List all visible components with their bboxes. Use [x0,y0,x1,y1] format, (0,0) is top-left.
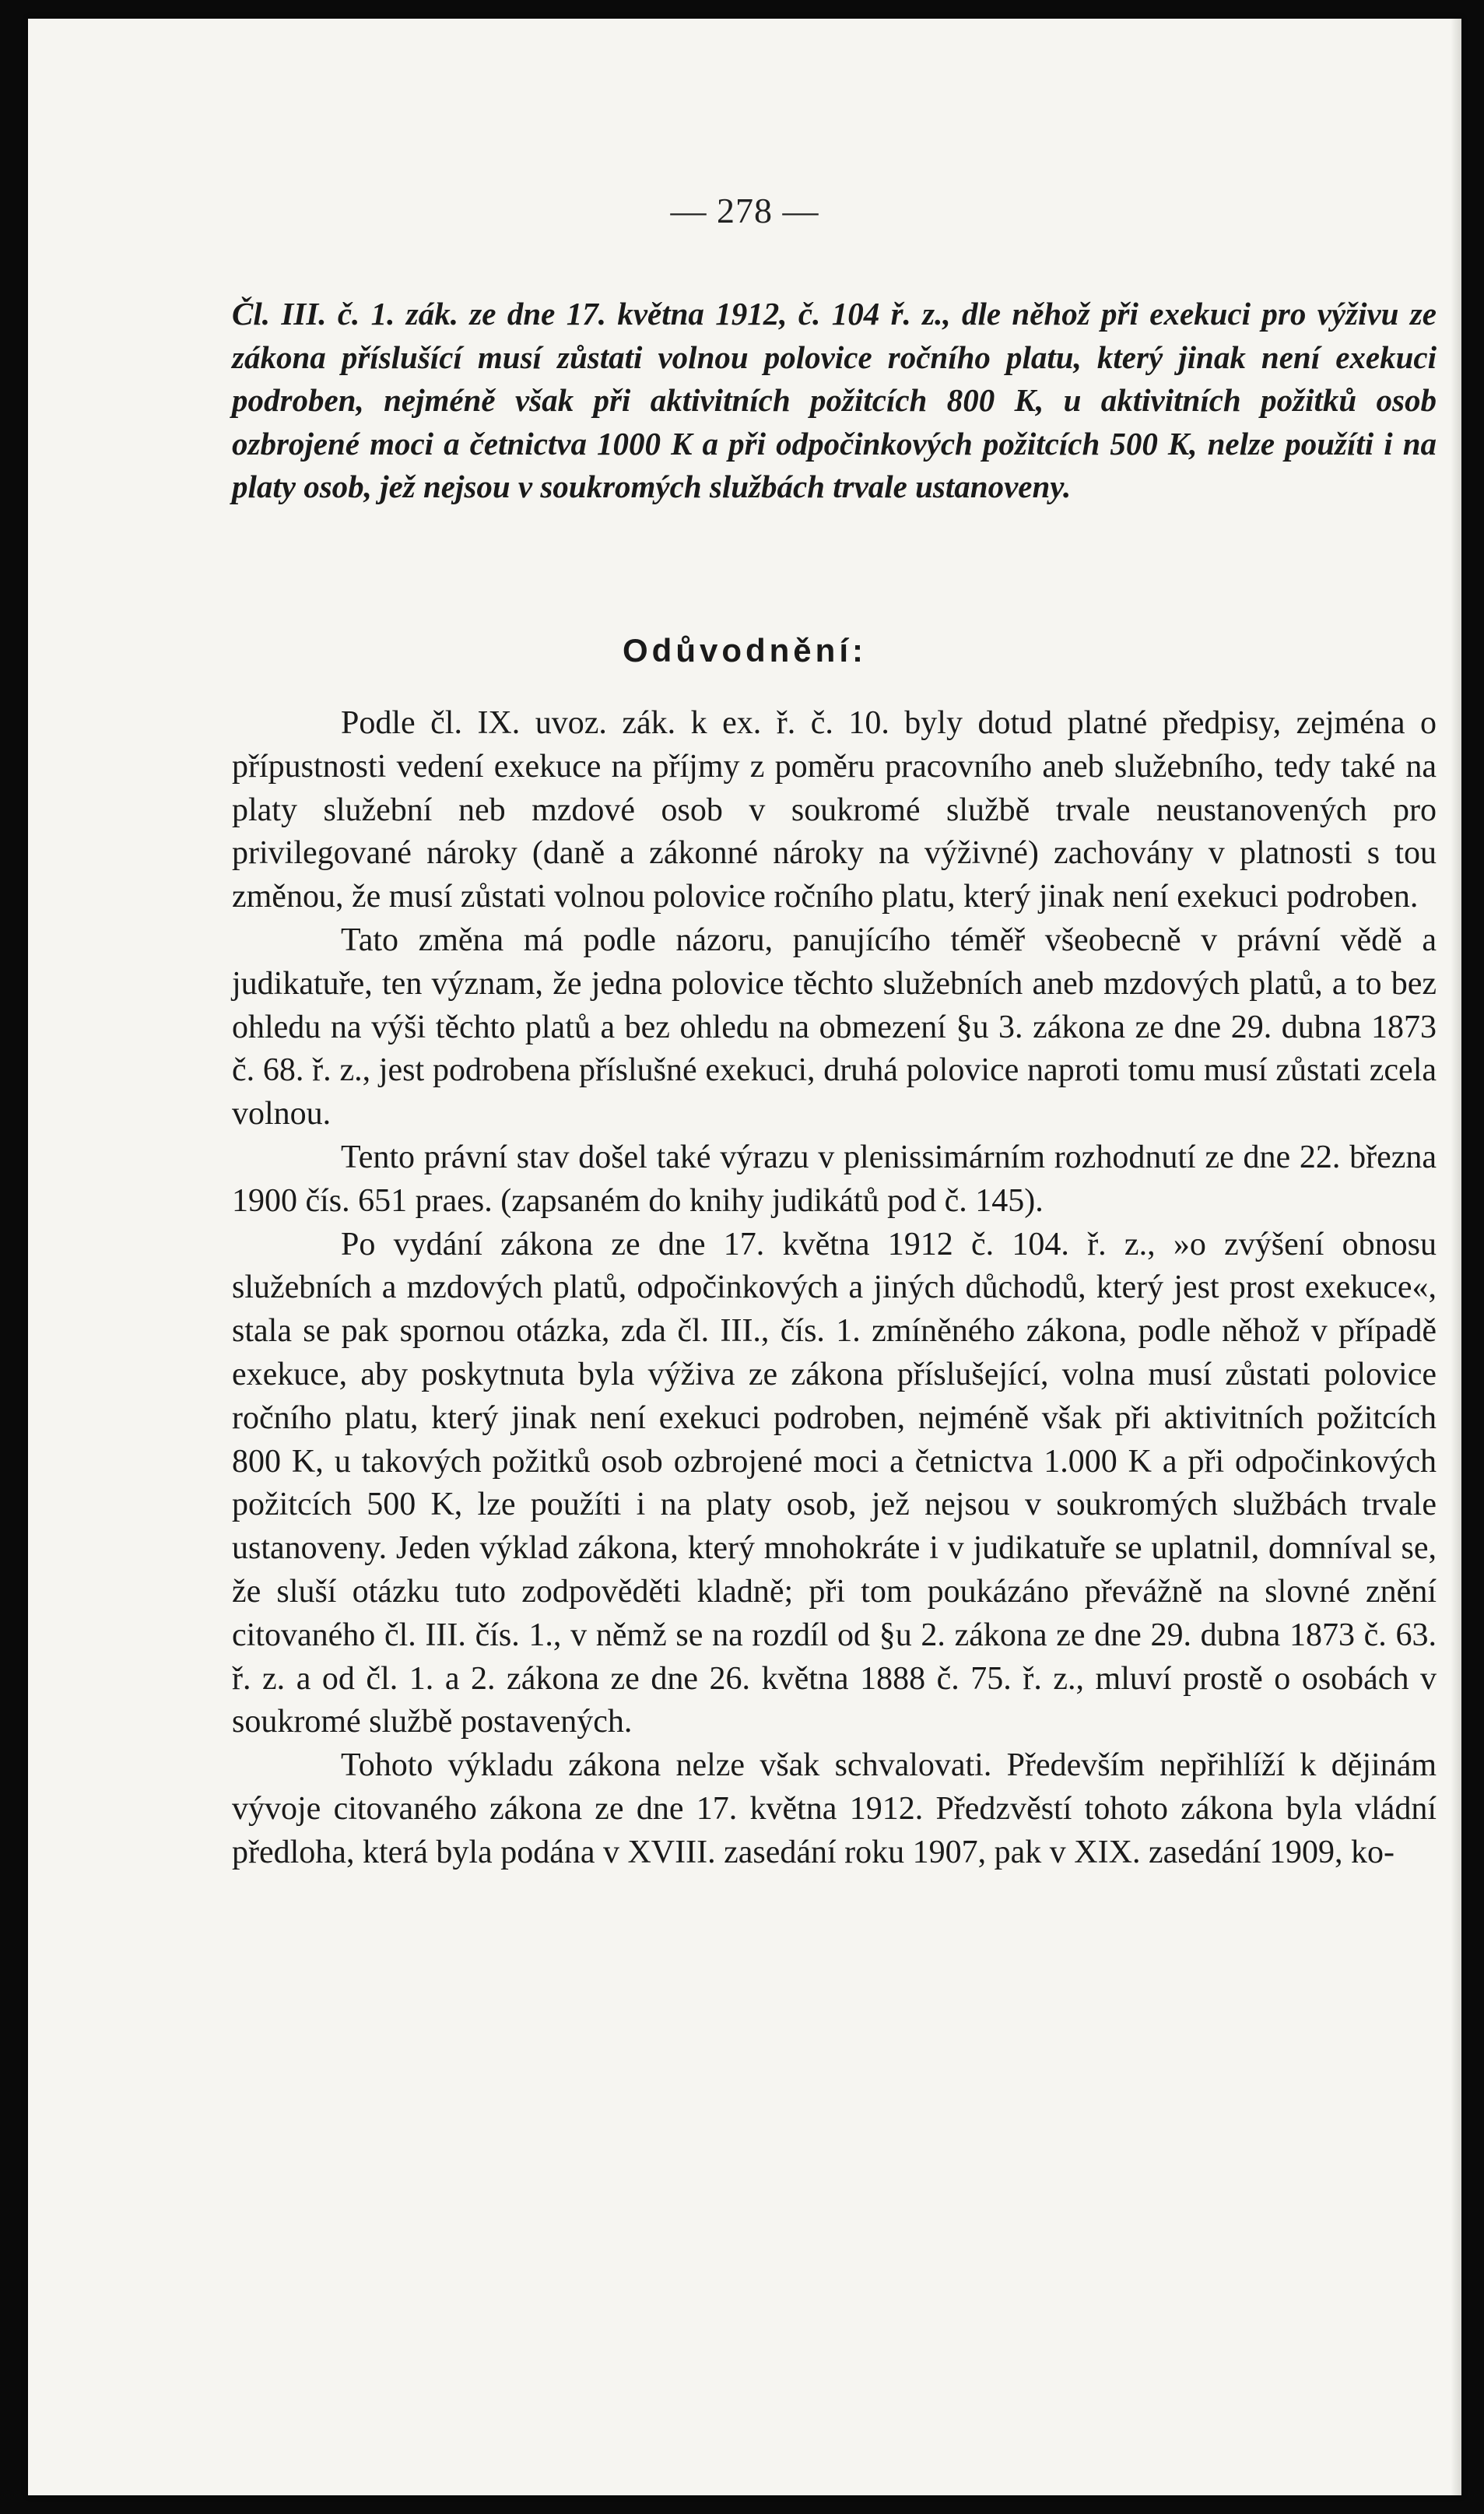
page-edge-shadow [1451,19,1461,2495]
paragraph-4: Po vydání zákona ze dne 17. května 1912 č. 104. ř. z., »o zvýšení obnosu služebních a mzdových platů, odpočinkových a jiných důchodů, který jest prost exekuce«, stala se pak spornou otázka, zda čl. III., čís. 1. zmíněného zákona, podle něhož v případě exekuce, aby poskytnuta byla výživa ze zákona příslušející, volna musí zůstati polovice ročního platu, který jinak není exekuci podroben, nejméně však při aktivitních požitcích 800 K, u takových požitků osob ozbrojené moci a četnictva 1.000 K a při odpočinkových požitcích 500 K, lze použíti i na platy osob, jež nejsou v soukromých službách trvale ustanoveny. Jeden výklad zákona, který mnohokráte i v judikatuře se uplatnil, domníval se, že sluší otázku tuto zodpověděti kladně; při tom poukázáno převážně na slovné znění citovaného čl. III. čís. 1., v němž se na rozdíl od §u 2. zákona ze dne 29. dubna 1873 č. 63. ř. z. a od čl. 1. a 2. zákona ze dne 26. května 1888 č. 75. ř. z., mluví prostě o osobách v soukromé službě postavených. [232,1226,1437,1740]
paragraph-1: Podle čl. IX. uvoz. zák. k ex. ř. č. 10. byly dotud platné předpisy, zejména o přípustnosti vedení exekuce na příjmy z poměru pracovního aneb služebního, tedy také na platy služební neb mzdové osob v soukromé službě trvale neustanovených pro privilegované nároky (daně a zákonné nároky na výživné) zachovány v platnosti s tou změnou, že musí zůstati volnou polovice ročního platu, který jinak není exekuci podroben. [232,705,1437,915]
document-page [28,19,1461,2495]
paragraph-5: Tohoto výkladu zákona nelze však schvalovati. Především nepřihlíží k dějinám vývoje citovaného zákona ze dne 17. května 1912. Předzvěstí tohoto zákona byla vládní předloha, která byla podána v XVIII. zasedání roku 1907, pak v XIX. zasedání 1909, ko- [232,1747,1437,1870]
paragraph-2: Tato změna má podle názoru, panujícího téměř všeobecně v právní vědě a judikatuře, ten význam, že jedna polovice těchto služebních aneb mzdových platů, a to bez ohledu na výši těchto platů a bez ohledu na obmezení §u 3. zákona ze dne 29. dubna 1873 č. 68. ř. z., jest podrobena příslušné exekuci, druhá polovice naproti tomu musí zůstati zcela volnou. [232,922,1437,1132]
resolution-text: Čl. III. č. 1. zák. ze dne 17. května 1912, č. 104 ř. z., dle něhož při exekuci pro výživu ze zákona příslušící musí zůstati volnou polovice ročního platu, který jinak není exekuci podroben, nejméně však při aktivitních požitcích 800 K, u aktivitních požitků osob ozbrojené moci a četnictva 1000 K a při odpočinkových požitcích 500 K, nelze použíti i na platy osob, jež nejsou v soukromých službách trvale ustanoveny. [232,296,1437,504]
paragraph-3: Tento právní stav došel také výrazu v plenissimárním rozhodnutí ze dne 22. března 1900 čís. 651 praes. (zapsaném do knihy judikátů pod č. 145). [232,1139,1437,1219]
body-text [232,702,1437,1875]
page-number: — 278 — [670,191,819,230]
section-heading: Odůvodnění: [623,632,867,669]
